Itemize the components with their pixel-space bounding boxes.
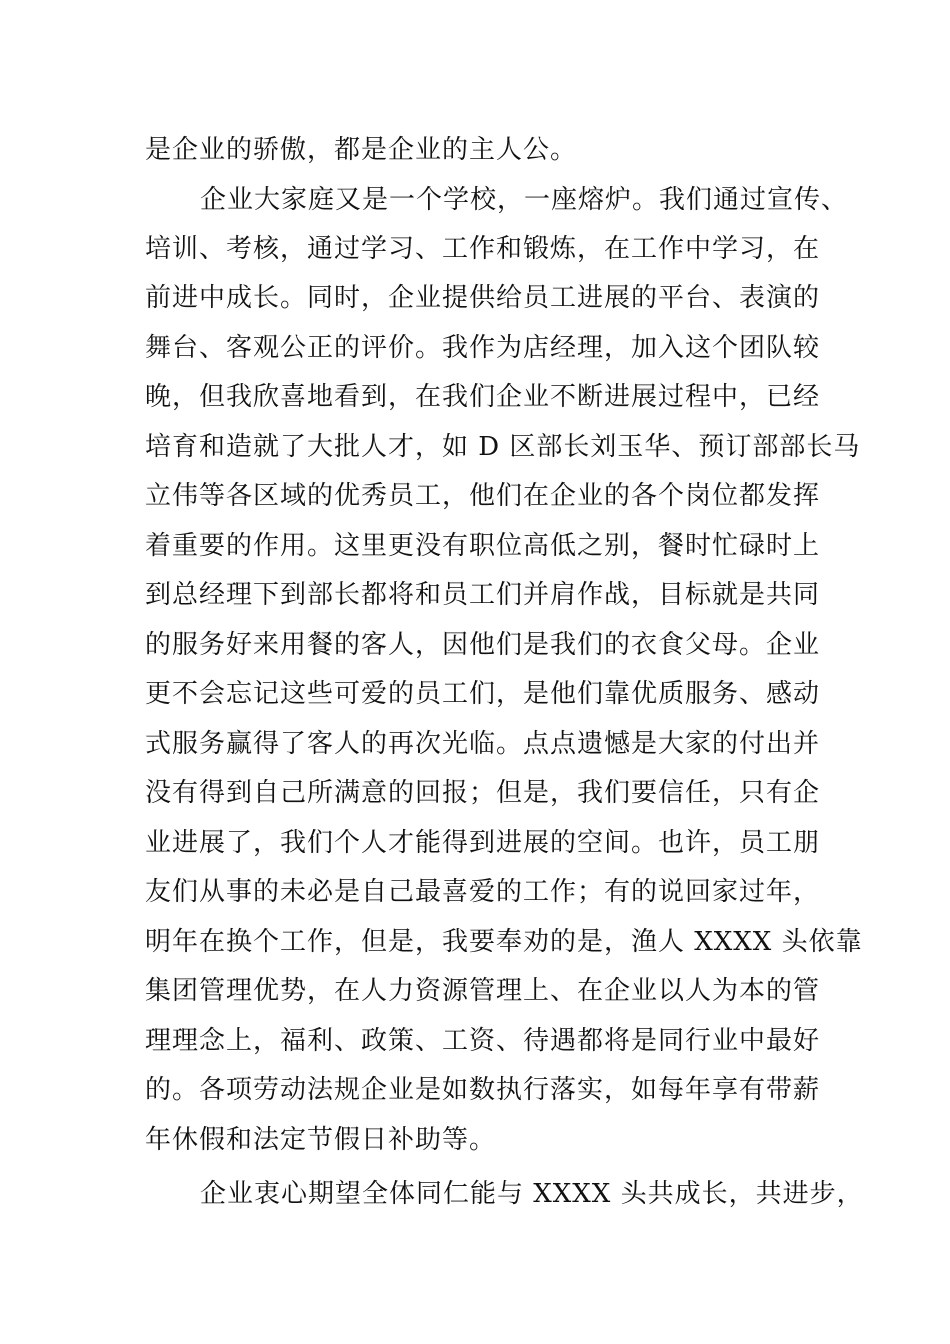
text-line: 明年在换个工作，但是，我要奉劝的是，渔人 XXXX 头依靠	[145, 927, 863, 957]
text-line: 更不会忘记这些可爱的员工们，是他们靠优质服务、感动	[145, 679, 821, 709]
text-line: 着重要的作用。这里更没有职位高低之别，餐时忙碌时上	[145, 531, 821, 561]
text-line: 是企业的骄傲，都是企业的主人公。	[145, 135, 578, 165]
text-line: 晚，但我欣喜地看到，在我们企业不断进展过程中，已经	[145, 382, 821, 412]
text-line: 业进展了，我们个人才能得到进展的空间。也许，员工朋	[145, 828, 821, 858]
text-line: 企业衷心期望全体同仁能与 XXXX 头共成长，共进步，	[200, 1179, 864, 1209]
text-line: 到总经理下到部长都将和员工们并肩作战，目标就是共同	[145, 580, 821, 610]
text-line: 没有得到自己所满意的回报；但是，我们要信任，只有企	[145, 778, 821, 808]
text-line: 舞台、客观公正的评价。我作为店经理，加入这个团队较	[145, 333, 821, 363]
text-line: 年休假和法定节假日补助等。	[145, 1125, 497, 1155]
text-line: 友们从事的未必是自己最喜爱的工作；有的说回家过年，	[145, 877, 821, 907]
text-line: 培训、考核，通过学习、工作和锻炼，在工作中学习，在	[145, 234, 821, 264]
text-line: 式服务赢得了客人的再次光临。点点遗憾是大家的付出并	[145, 729, 821, 759]
text-line: 集团管理优势，在人力资源管理上、在企业以人为本的管	[145, 976, 821, 1006]
text-line: 的服务好来用餐的客人，因他们是我们的衣食父母。企业	[145, 630, 821, 660]
text-line: 立伟等各区域的优秀员工，他们在企业的各个岗位都发挥	[145, 481, 821, 511]
text-line: 理理念上，福利、政策、工资、待遇都将是同行业中最好	[145, 1026, 821, 1056]
text-line: 企业大家庭又是一个学校，一座熔炉。我们通过宣传、	[200, 185, 849, 215]
text-line: 培育和造就了大批人才，如 D 区部长刘玉华、预订部部长马	[145, 432, 861, 462]
text-line: 前进中成长。同时，企业提供给员工进展的平台、表演的	[145, 283, 821, 313]
text-line: 的。各项劳动法规企业是如数执行落实，如每年享有带薪	[145, 1075, 821, 1105]
